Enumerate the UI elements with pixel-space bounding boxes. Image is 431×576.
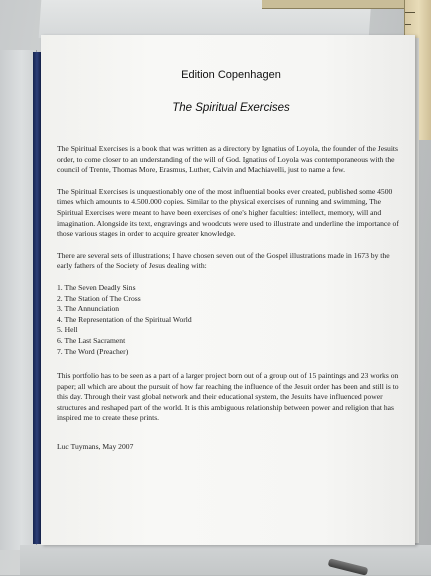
paragraph-closing: This portfolio has to be seen as a part of a larger project born out of a group out of 15 paintings and 23 works on paper; all which are about the pursuit of how far reaching the influence of the Jesuit order has been and still is to this day. Through their vast global network and their educational system, the Jesuits have influenced power structures and reshaped part of the world. It is this ambiguous relationship between power and religion that has inspired me to create these prints. [57,371,399,423]
list-item: 3. The Annunciation [57,304,120,314]
list-item: 7. The Word (Preacher) [57,346,129,356]
main-title: The Spiritual Exercises [172,102,290,114]
edition-title: Edition Copenhagen [181,69,281,81]
list-item: 2. The Station of The Cross [57,293,141,303]
document-sheet [41,35,415,545]
blue-binding [33,52,41,544]
folder-left-flap [0,50,37,550]
ruler-tick [405,12,415,13]
illustration-list [57,283,405,357]
ruler-tick [405,24,411,25]
list-item: 1. The Seven Deadly Sins [57,282,136,292]
list-item: 5. Hell [57,325,78,335]
folder-bottom-flap [20,545,431,575]
paragraph-illustrations: There are several sets of illustrations; I have chosen seven out of the Gospel illustrations made in 1673 by the early fathers of the Society of Jesus dealing with: [57,250,390,271]
paragraph-influence: The Spiritual Exercises is unquestionably one of the most influential books ever created, published some 4500 times which amounts to 4.500.000 copies. Similar to the physical exercises of running and swimming, The Spiritual Exercises were meant to have been exercises of one's higher faculties: intellect, memory, will and imagination. Alongside its text, engravings and woodcuts were used to illustrate and underline the importance of those various stages in order to acquire greater knowledge. [57,186,399,239]
document-content [57,69,405,453]
signature: Luc Tuymans, May 2007 [57,442,134,452]
list-item: 4. The Representation of the Spiritual World [57,314,192,324]
list-item: 6. The Last Sacrament [57,335,126,345]
paragraph-intro: The Spiritual Exercises is a book that was written as a directory by Ignatius of Loyola, the founder of the Jesuits order, to come closer to an understanding of the will of God. Ignatius of Loyola was contemporaneous with the council of Trente, Thomas More, Erasmus, Luther, Calvin and Machiavelli, just to name a few. [57,144,398,175]
